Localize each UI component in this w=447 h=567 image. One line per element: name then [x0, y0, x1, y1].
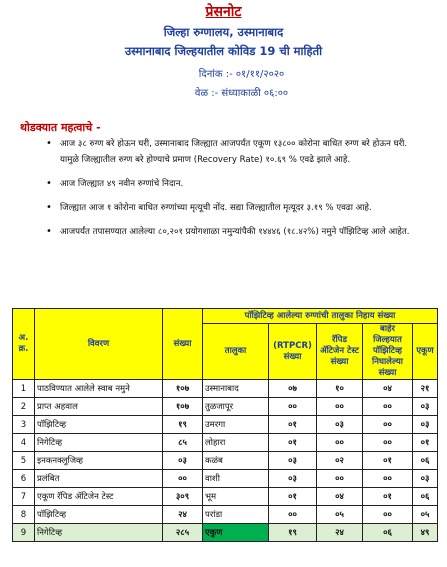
table-row	[13, 380, 438, 398]
row-rapid: ००	[317, 434, 363, 452]
office-name: जिल्हा रुग्णालय, उस्मानाबाद	[163, 25, 284, 39]
row-rtpcr: ००	[269, 398, 317, 416]
row-taluka: परांडा	[203, 506, 269, 524]
table-row	[13, 416, 438, 434]
row-outside: ०४	[363, 380, 413, 398]
row-count: १०७	[163, 398, 203, 416]
header-sr: अ. क्र.	[13, 309, 35, 380]
table-row	[13, 398, 438, 416]
row-sr: 3	[13, 416, 35, 434]
row-description: एकूण रॅपिड ॲटिजेन टेस्ट	[35, 488, 163, 506]
row-sr: 7	[13, 488, 35, 506]
row-rapid: ०३	[317, 416, 363, 434]
row-rapid: २४	[317, 524, 363, 542]
row-sr: 6	[13, 470, 35, 488]
row-description: पॉझिटिव्ह	[35, 416, 163, 434]
header-description: विवरण	[35, 309, 163, 380]
row-rtpcr: ०१	[269, 434, 317, 452]
row-rtpcr: ०३	[269, 470, 317, 488]
row-taluka: उस्मानाबाद	[203, 380, 269, 398]
table-row	[13, 452, 438, 470]
row-sr: 9	[13, 524, 35, 542]
highlight-item: • आजपर्यंत तपासण्यात आलेल्या ८०,२०१ प्रयोगशाळा नमुन्यांपैकी १४४४६ (१८.४२%) नमुने पॉझिटिव्ह आले आहेत.	[46, 224, 416, 240]
row-description: प्रलंबित	[35, 470, 163, 488]
row-taluka: उमरगा	[203, 416, 269, 434]
row-count: ८५	[163, 434, 203, 452]
row-taluka: तुळजापूर	[203, 398, 269, 416]
row-rtpcr: ०१	[269, 416, 317, 434]
header-outside: बाहेर जिल्हयात पॉझिटिव्ह निघालेल्या संख्या	[363, 324, 413, 380]
row-description: पाठविण्यात आलेले स्वाब नमुने	[35, 380, 163, 398]
header-count: संख्या	[163, 309, 203, 380]
row-count: ३०९	[163, 488, 203, 506]
row-taluka-total: एकुण	[203, 524, 269, 542]
row-rapid: ०४	[317, 488, 363, 506]
row-count: १०७	[163, 380, 203, 398]
table-row	[13, 470, 438, 488]
table-row	[13, 506, 438, 524]
row-count: ००	[163, 470, 203, 488]
row-description: निगेटिव्ह	[35, 434, 163, 452]
row-count: २८५	[163, 524, 203, 542]
row-sr: 5	[13, 452, 35, 470]
row-outside: ०६	[363, 524, 413, 542]
header-taluka-group: पॉझिटिव्ह आलेल्या रुग्णांची तालुका निहाय संख्या	[203, 309, 438, 324]
highlight-item: • आज जिल्ह्यात ४९ नवीन रुग्णांचे निदान.	[46, 176, 416, 192]
row-total: ०३	[413, 416, 438, 434]
header-taluka: तालुका	[203, 324, 269, 380]
highlight-item: • जिल्ह्यात आज १ कोरोना बाधित रुग्णांच्या मृत्यूची नोंद. सद्या जिल्ह्यातील मृत्यूदर ३.१९ % एवढा आहे.	[46, 200, 416, 216]
row-sr: 4	[13, 434, 35, 452]
table-row	[13, 434, 438, 452]
row-total: ०६	[413, 488, 438, 506]
row-total: ०६	[413, 452, 438, 470]
press-note-title: प्रेसनोट	[205, 4, 242, 20]
row-total: ४९	[413, 524, 438, 542]
row-rapid: ००	[317, 398, 363, 416]
row-rtpcr: ०७	[269, 380, 317, 398]
row-rapid: ०५	[317, 506, 363, 524]
row-outside: ००	[363, 434, 413, 452]
row-outside: ०१	[363, 452, 413, 470]
row-rtpcr: ०१	[269, 488, 317, 506]
row-description: इनकनक्लुजिव्ह	[35, 452, 163, 470]
highlights-list	[46, 136, 416, 248]
row-total: ०१	[413, 434, 438, 452]
row-total: ०३	[413, 398, 438, 416]
row-outside: ००	[363, 398, 413, 416]
row-rapid: ००	[317, 470, 363, 488]
row-rtpcr: १९	[269, 524, 317, 542]
row-rapid: ०२	[317, 452, 363, 470]
header-rtpcr: (RTPCR) संख्या	[269, 324, 317, 380]
row-rtpcr: ०३	[269, 452, 317, 470]
row-outside: ०१	[363, 488, 413, 506]
row-taluka: कळंब	[203, 452, 269, 470]
row-sr: 2	[13, 398, 35, 416]
table-row	[13, 488, 438, 506]
row-total: २१	[413, 380, 438, 398]
time-line: वेळ :- संध्याकाळी ०६:००	[194, 88, 289, 99]
row-rtpcr: ००	[269, 506, 317, 524]
subject-line: उस्मानाबाद जिल्हयातील कोविड 19 ची माहिती	[124, 44, 323, 58]
header-rapid: रॅपिड ॲटिजेन टेस्ट संख्या	[317, 324, 363, 380]
row-sr: 1	[13, 380, 35, 398]
row-total: ०३	[413, 470, 438, 488]
row-sr: 8	[13, 506, 35, 524]
row-rapid: १०	[317, 380, 363, 398]
highlight-item: • आज ३८ रुग्ण बरे होऊन घरी, उस्मानाबाद जिल्ह्यात आजपर्यंत एकूण १३८०० कोरोना बाधित रुग्ण बरे होऊन घरी. यामुळे जिल्ह्यातील रुग्ण बरे होण्याचे प्रमाण (Recovery Rate) १०.६९ % एवढे झाले आहे.	[46, 136, 416, 168]
row-count: १९	[163, 416, 203, 434]
row-description: निगेटिव्ह	[35, 524, 163, 542]
row-taluka: वाशी	[203, 470, 269, 488]
row-description: पॉझिटिव्ह	[35, 506, 163, 524]
row-description: प्राप्त अहवाल	[35, 398, 163, 416]
row-count: ०३	[163, 452, 203, 470]
covid-stats-table	[12, 308, 438, 542]
row-total: ०५	[413, 506, 438, 524]
header-total: एकूण	[413, 324, 438, 380]
row-outside: ००	[363, 506, 413, 524]
table-row-total	[13, 524, 438, 542]
date-line: दिनांक :- ०१/११/२०२०	[198, 69, 285, 80]
row-count: २४	[163, 506, 203, 524]
row-outside: ००	[363, 416, 413, 434]
row-taluka: भूम	[203, 488, 269, 506]
highlights-heading: थोडक्यात महत्वाचे -	[20, 121, 101, 134]
row-taluka: लोहारा	[203, 434, 269, 452]
row-outside: ००	[363, 470, 413, 488]
